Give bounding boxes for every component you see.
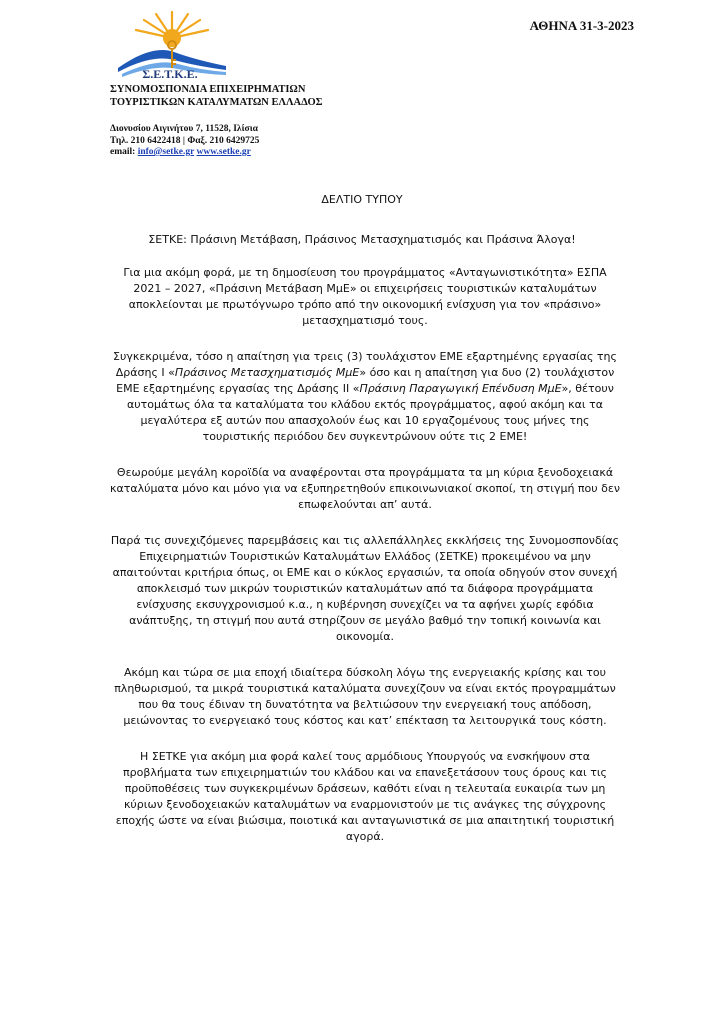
document-title: ΔΕΛΤΙΟ ΤΥΠΟΥ xyxy=(321,193,403,206)
paragraph-2-part-e: », θέτουν αυτομάτως όλα τα καταλύματα του κλάδου εκτός προγράμματος, αφού ακόμη και τα μεγαλύτερα εξ αυτών που απασχολούν έως και 10 εργαζομένους τους μήνες της τουριστικής περιόδου δεν συγκεντρώνουν ούτε τις 2 ΕΜΕ! xyxy=(127,382,614,443)
paragraph-2 xyxy=(110,349,620,445)
paragraph-3: Θεωρούμε μεγάλη κοροϊδία να αναφέρονται στα προγράμματα τα μη κύρια ξενοδοχειακά καταλύματα μόνο και μόνο για να εξυπηρετηθούν επικοινωνιακοί σκοποί, τη στιγμή που δεν επωφελούνται απ’ αυτά. xyxy=(110,466,620,511)
press-headline: ΣΕΤΚΕ: Πράσινη Μετάβαση, Πράσινος Μετασχηματισμός και Πράσινα Άλογα! xyxy=(148,233,576,246)
organization-name-line2: ΤΟΥΡΙΣΤΙΚΩΝ ΚΑΤΑΛΥΜΑΤΩΝ ΕΛΛΑΔΟΣ xyxy=(110,97,323,108)
contact-block xyxy=(110,124,259,159)
action-1-title: Πράσινος Μετασχηματισμός ΜμΕ xyxy=(174,366,360,379)
paragraph-1: Για μια ακόμη φορά, με τη δημοσίευση του προγράμματος «Ανταγωνιστικότητα» ΕΣΠΑ 2021 – 2027, «Πράσινη Μετάβαση ΜμΕ» οι επιχειρήσεις τουριστικών καταλυμάτων αποκλείονται με πρωτόγνωρο τρόπο από την οικονομική ενίσχυση για τον «πράσινο» μετασχηματισμό τους. xyxy=(123,266,607,327)
organization-name-line1: ΣΥΝΟΜΟΣΠΟΝΔΙΑ ΕΠΙΧΕΙΡΗΜΑΤΙΩΝ xyxy=(110,84,306,95)
action-2-title: Πράσινη Παραγωγική Επένδυση ΜμΕ xyxy=(359,382,562,395)
logo-wordmark: Σ.Ε.Τ.Κ.Ε. xyxy=(142,67,198,81)
paragraph-5: Ακόμη και τώρα σε μια εποχή ιδιαίτερα δύσκολη λόγω της ενεργειακής κρίσης και του πληθωρισμού, τα μικρά τουριστικά καταλύματα συνεχίζουν να είναι εκτός προγραμμάτων που θα τους έδιναν τη δυνατότητα να βελτιώσουν την ενεργειακή τους απόδοση, μειώνοντας το ενεργειακό τους κόστος και κατ’ επέκταση τα λειτουργικά τους κόστη. xyxy=(114,666,616,727)
document-date: ΑΘΗΝΑ 31-3-2023 xyxy=(529,18,634,33)
email-label: email: xyxy=(110,147,136,157)
press-release-body xyxy=(110,265,620,865)
website-link[interactable]: www.setke.gr xyxy=(196,147,251,157)
phone-fax: Τηλ. 210 6422418 | Φαξ. 210 6429725 xyxy=(110,135,260,146)
paragraph-2-part-a: Συγκεκριμένα, τόσο η απαίτηση για τρεις (3) τουλάχιστον ΕΜΕ εξαρτημένης εργασίας της Δράσης Ι « xyxy=(113,350,617,379)
paragraph-2-part-c: » όσο και η απαίτηση για δυο (2) τουλάχιστον ΕΜΕ εξαρτημένης εργασίας της Δράσης ΙΙ « xyxy=(116,366,615,395)
paragraph-4: Παρά τις συνεχιζόμενες παρεμβάσεις και τις αλλεπάλληλες εκκλήσεις της Συνομοσπονδίας Επιχειρηματιών Τουριστικών Καταλυμάτων Ελλάδος (ΣΕΤΚΕ) προκειμένου να μην απαιτούνται κριτήρια όπως, οι ΕΜΕ και ο κύκλος εργασιών, τα οποία οδηγούν στον συνεχή αποκλεισμό των μικρών τουριστικών καταλυμάτων από τα διάφορα προγράμματα ενίσχυσης εκσυγχρονισμού κ.α., η κυβέρνηση συνεχίζει να τα αφήνει χωρίς εφόδια ανάπτυξης, τη στιγμή που αυτά στηρίζουν σε μεγάλο βαθμό την τοπική κοινωνία και οικονομία. xyxy=(110,534,620,643)
email-line xyxy=(110,147,259,159)
email-link[interactable]: info@setke.gr xyxy=(137,147,195,157)
paragraph-6: Η ΣΕΤΚΕ για ακόμη μια φορά καλεί τους αρμόδιους Υπουργούς να ενσκήψουν στα προβλήματα των επιχειρηματιών του κλάδου και να επανεξετάσουν τους όρους και τις προϋποθέσεις των συγκεκριμένων δράσεων, καθότι είναι η τελευταία ευκαιρία των μη κύριων ξενοδοχειακών καταλυμάτων να εναρμονιστούν με τις ανάγκες της σύγχρονης εποχής ώστε να είναι βιώσιμα, ποιοτικά και ανταγωνιστικά σε μια απαιτητική τουριστική αγορά. xyxy=(115,750,615,843)
organization-name xyxy=(110,83,323,109)
address: Διονυσίου Αιγινήτου 7, 11528, Ιλίσια xyxy=(110,124,258,134)
